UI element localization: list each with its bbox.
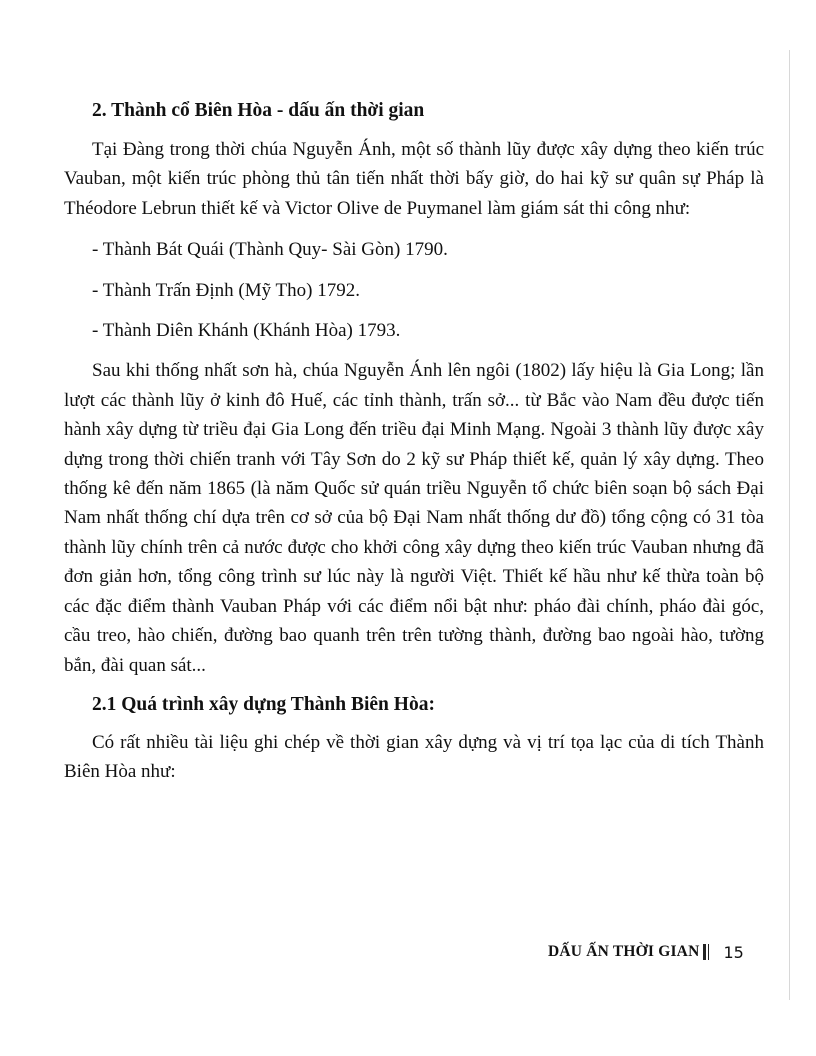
running-title: DẤU ẤN THỜI GIAN <box>548 943 700 960</box>
intro-paragraph: Tại Đàng trong thời chúa Nguyễn Ánh, một số thành lũy được xây dựng theo kiến trúc Vauban, một kiến trúc phòng thủ tân tiến nhất thời bấy giờ, do hai kỹ sư quân sự Pháp là Théodore Lebrun thiết kế và Victor Olive de Puymanel làm giám sát thi công như: <box>64 139 764 219</box>
page-number: 15 <box>723 942 744 962</box>
list-item: - Thành Bát Quái (Thành Quy- Sài Gòn) 1790. <box>92 239 448 261</box>
footer-divider-thin <box>708 944 709 960</box>
page-content <box>64 96 764 787</box>
footer-divider <box>703 944 706 960</box>
subsection-paragraph: Có rất nhiều tài liệu ghi chép về thời gian xây dựng và vị trí tọa lạc của di tích Thành Biên Hòa như: <box>64 731 764 783</box>
list-item: - Thành Trấn Định (Mỹ Tho) 1792. <box>92 279 360 301</box>
section-heading: 2. Thành cổ Biên Hòa - dấu ấn thời gian <box>92 100 425 121</box>
subsection-heading: 2.1 Quá trình xây dựng Thành Biên Hòa: <box>92 693 435 715</box>
page-footer <box>548 938 744 966</box>
list-item: - Thành Diên Khánh (Khánh Hòa) 1793. <box>92 320 401 342</box>
citadel-list <box>92 235 764 345</box>
page-edge-line <box>789 50 790 1000</box>
body-paragraph: Sau khi thống nhất sơn hà, chúa Nguyễn Ánh lên ngôi (1802) lấy hiệu là Gia Long; lần lượt các thành lũy ở kinh đô Huế, các tỉnh thành, trấn sở... từ Bắc vào Nam đều được tiến hành xây dựng từ triều đại Gia Long đến triều đại Minh Mạng. Ngoài 3 thành lũy được xây dựng trong thời chiến tranh với Tây Sơn do 2 kỹ sư Pháp thiết kế, quản lý xây dựng. Theo thống kê đến năm 1865 (là năm Quốc sử quán triều Nguyễn tổ chức biên soạn bộ sách Đại Nam nhất thống chí dựa trên cơ sở của bộ Đại Nam nhất thống dư đồ) tổng cộng có 31 tòa thành lũy chính trên cả nước được cho khởi công xây dựng theo kiến trúc Vauban nhưng đã đơn giản hơn, tổng công trình sư lúc này là người Việt. Thiết kế hầu như kế thừa toàn bộ các đặc điểm thành Vauban Pháp với các điểm nổi bật như: pháo đài chính, pháo đài góc, cầu treo, hào chiến, đường bao quanh trên trên tường thành, đường bao ngoài hào, tường bắn, đài quan sát... <box>64 360 764 676</box>
